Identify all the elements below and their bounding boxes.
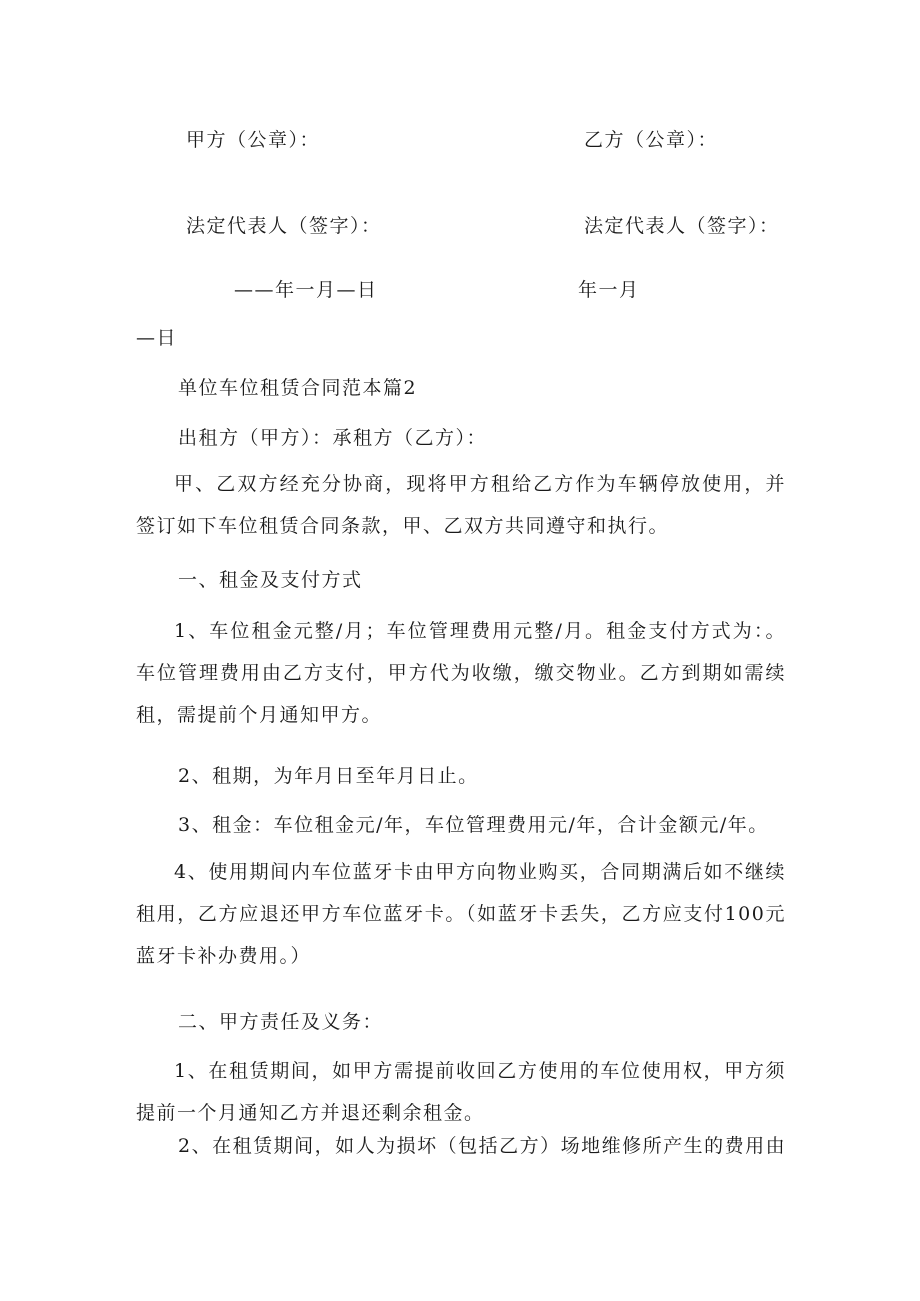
document-title: 单位车位租赁合同范本篇2	[178, 377, 418, 399]
party-b-date-line: 年一月	[578, 279, 640, 301]
section-1-heading: 一、租金及支付方式	[178, 569, 363, 591]
clause-1-2: 2、租期，为年月日至年月日止。	[178, 765, 479, 787]
intro-paragraph: 甲、乙双方经充分协商，现将甲方租给乙方作为车辆停放使用，并签订如下车位租赁合同条款，甲、乙双方共同遵守和执行。	[136, 473, 786, 537]
clause-2-1: 1、在租赁期间，如甲方需提前收回乙方使用的车位使用权，甲方须提前一个月通知乙方并退还剩余租金。	[136, 1060, 786, 1124]
clause-2-2: 2、在租赁期间，如人为损坏（包括乙方）场地维修所产生的费用由	[178, 1135, 787, 1157]
parties-line: 出租方（甲方）：承租方（乙方）：	[178, 427, 488, 449]
clause-1-1: 1、车位租金元整/月；车位管理费用元整/月。租金支付方式为：。车位管理费用由乙方支付，甲方代为收缴，缴交物业。乙方到期如需续租，需提前个月通知甲方。	[136, 620, 786, 726]
party-a-representative-label: 法定代表人（签字）：	[186, 215, 382, 237]
party-a-date-line: ——年一月—日	[234, 279, 378, 301]
section-2-heading: 二、甲方责任及义务：	[178, 1011, 384, 1033]
date-continuation: —日	[136, 327, 178, 349]
party-b-representative-label: 法定代表人（签字）：	[584, 215, 780, 237]
party-a-seal-label: 甲方（公章）：	[186, 129, 321, 151]
party-b-seal-label: 乙方（公章）：	[584, 129, 719, 151]
clause-1-4: 4、使用期间内车位蓝牙卡由甲方向物业购买，合同期满后如不继续租用，乙方应退还甲方车位蓝牙卡。（如蓝牙卡丢失，乙方应支付100元蓝牙卡补办费用。）	[136, 861, 786, 967]
clause-1-3: 3、租金：车位租金元/年，车位管理费用元/年，合计金额元/年。	[178, 814, 769, 836]
